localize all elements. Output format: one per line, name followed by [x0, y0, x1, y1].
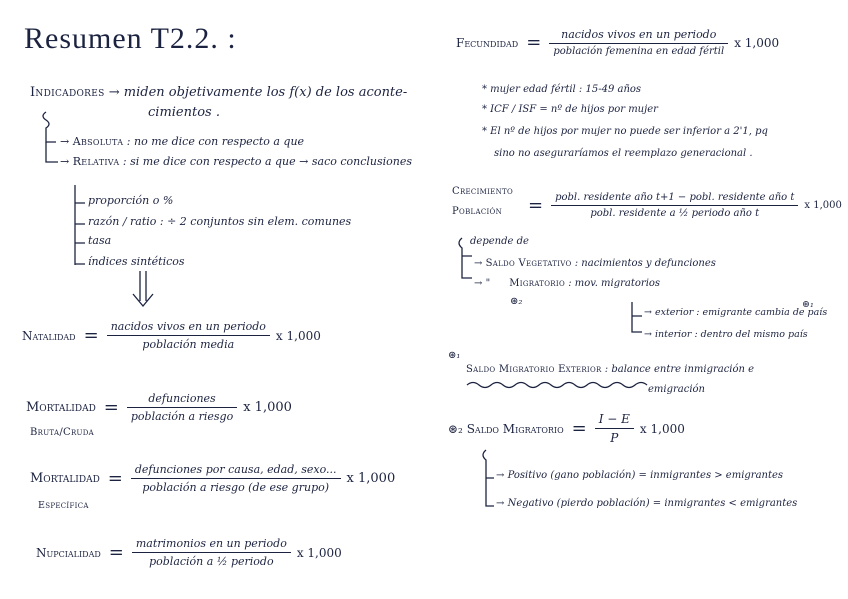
depende-de: depende de — [470, 236, 529, 247]
saldo-exterior-line — [466, 364, 754, 376]
absoluta-line — [60, 136, 304, 149]
saldo-migratorio-line — [474, 278, 660, 290]
negativo-line — [496, 498, 797, 510]
crecimiento-numerator: pobl. residente año t+1 − pobl. residente año t — [555, 192, 795, 203]
absoluta-text: : no me dice con respecto a que — [126, 135, 305, 148]
natalidad-formula: Natalidad = $\frac{\text{nacidos vivos en un periodo}}{\text{población media}}$ x 1,000 — [22, 320, 321, 351]
saldo-vegetativo-text: : nacimientos y defunciones — [574, 258, 716, 269]
note-hijos: * El nº de hijos por mujer no puede ser inferior a 2'1, pq — [482, 126, 768, 137]
mortalidad-especifica-denominator: población a riesgo (de ese grupo) — [142, 481, 330, 494]
mortalidad-especifica-label: Mortalidad — [30, 471, 100, 486]
brace-indicadores — [43, 112, 56, 142]
interior-text: interior : dentro del mismo país — [655, 329, 808, 340]
note-mujer-fertil: * mujer edad fértil : 15-49 años — [482, 84, 642, 95]
mortalidad-bruta-denominator: población a riesgo — [130, 410, 234, 423]
indicadores-line — [30, 86, 407, 101]
nupcialidad-label: Nupcialidad — [36, 545, 101, 560]
relativa-line — [60, 156, 412, 169]
negativo-text: Negativo (pierdo población) = inmigrantes < emigrantes — [507, 498, 798, 509]
crecimiento-label-1: Crecimiento — [452, 186, 514, 197]
saldo-numerator: I − E — [598, 412, 630, 426]
mortalidad-bruta-label: Mortalidad — [26, 400, 96, 415]
saldo-vegetativo-label: Saldo Vegetativo — [485, 258, 572, 269]
absoluta-label: Absoluta — [72, 135, 124, 148]
saldo-exterior-text: : balance entre inmigración e — [604, 364, 755, 375]
positivo-text: Positivo (gano población) = inmigrantes > emigrantes — [507, 470, 784, 481]
natalidad-label: Natalidad — [22, 328, 76, 343]
natalidad-numerator: nacidos vivos en un periodo — [110, 320, 266, 333]
note-marker-2: ⊛₂ — [448, 421, 463, 436]
fecundidad-label: Fecundidad — [456, 35, 519, 50]
ditto-mark: " — [485, 278, 491, 289]
note-reemplazo: sino no aseguraríamos el reemplazo generacional . — [494, 148, 753, 159]
natalidad-denominator: población media — [142, 338, 235, 351]
mortalidad-bruta-numerator: defunciones — [148, 392, 216, 405]
mortalidad-bruta-formula: Mortalidad = $\frac{\text{defunciones}}{\text{población a riesgo}}$ x 1,000 — [26, 392, 292, 423]
saldo-migratorio-text: : mov. migratorios — [568, 278, 661, 289]
note-icf: * ICF / ISF = nº de hijos por mujer — [482, 104, 658, 115]
subitem-razon: razón / ratio : ÷ 2 conjuntos sin elem. comunes — [88, 215, 352, 228]
note-marker-1: ⊛₁ — [802, 299, 814, 310]
relativa-label: Relativa — [72, 155, 120, 168]
positivo-line — [496, 470, 783, 482]
double-down-arrow — [133, 271, 153, 306]
nupcialidad-numerator: matrimonios en un periodo — [135, 537, 287, 550]
note-marker-2: ⊛₂ — [510, 296, 523, 307]
crecimiento-denominator: pobl. residente a ½ periodo año t — [590, 208, 760, 219]
mortalidad-especifica-sub: Específica — [38, 500, 89, 511]
arrow-icon: → — [644, 329, 652, 340]
tree-subitems — [75, 185, 85, 265]
indicadores-label: Indicadores — [30, 85, 105, 100]
subitem-tasa: tasa — [88, 234, 112, 247]
natalidad-multiplier: x 1,000 — [275, 328, 321, 343]
arrow-icon: → — [474, 258, 483, 269]
nupcialidad-denominator: población a ½ periodo — [149, 555, 274, 568]
crecimiento-formula: = $\frac{\text{pobl. residente año t+1 − pobl. residente año t}}{\text{pobl. residente a ½ periodo año t}}$ x 1,000 — [528, 192, 842, 219]
relativa-text: : si me dice con respecto a que → saco conclusiones — [122, 155, 412, 168]
page-title: Resumen T2.2. : — [24, 22, 237, 55]
exterior-line — [644, 308, 827, 319]
nupcialidad-multiplier: x 1,000 — [296, 545, 342, 560]
saldo-migratorio-formula-name: Saldo Migratorio — [466, 421, 564, 436]
tree-migratorio — [632, 302, 642, 332]
interior-line — [644, 330, 808, 341]
saldo-migratorio-label: Migratorio — [509, 278, 565, 289]
mortalidad-especifica-formula: Mortalidad = $\frac{\text{defunciones por causa, edad, sexo...}}{\text{población a riesgo (de ese grupo)}}$ x 1,000 — [30, 463, 396, 494]
indicadores-text-cont: cimientos . — [148, 105, 220, 120]
fecundidad-formula: Fecundidad = $\frac{\text{nacidos vivos en un periodo}}{\text{población femenina en edad fértil}}$ x 1,000 — [456, 28, 780, 57]
tree-relativa — [46, 142, 58, 162]
tree-saldo — [483, 450, 494, 506]
mortalidad-bruta-sub: Bruta/Cruda — [30, 427, 95, 438]
saldo-denominator: P — [610, 431, 619, 445]
saldo-vegetativo-line — [474, 258, 716, 270]
arrow-icon: → — [60, 155, 70, 168]
mortalidad-especifica-multiplier: x 1,000 — [346, 471, 396, 486]
arrow-icon: → — [644, 307, 652, 318]
fecundidad-numerator: nacidos vivos en un periodo — [561, 28, 717, 41]
saldo-migratorio-formula-label — [448, 422, 564, 436]
mortalidad-especifica-numerator: defunciones por causa, edad, sexo... — [134, 463, 337, 476]
saldo-exterior-text-cont: emigración — [648, 384, 706, 395]
crecimiento-multiplier: x 1,000 — [804, 200, 842, 211]
arrow-icon: → — [496, 470, 505, 481]
fecundidad-multiplier: x 1,000 — [734, 35, 780, 50]
fecundidad-denominator: población femenina en edad fértil — [553, 46, 725, 57]
arrow-icon: → — [108, 85, 120, 100]
arrow-icon: → — [60, 135, 70, 148]
wavy-underline — [467, 383, 647, 388]
exterior-text: exterior : emigrante cambia de país — [655, 307, 828, 318]
arrow-icon: → — [496, 498, 505, 509]
saldo-exterior-label: Saldo Migratorio Exterior — [466, 364, 602, 375]
arrow-icon: → — [474, 278, 483, 289]
subitem-indices: índices sintéticos — [88, 255, 185, 268]
subitem-proporcion: proporción o % — [88, 194, 174, 207]
saldo-multiplier: x 1,000 — [639, 421, 685, 436]
mortalidad-bruta-multiplier: x 1,000 — [243, 400, 292, 415]
crecimiento-label-2: Población — [452, 206, 502, 217]
saldo-migratorio-formula: ⊛₂ Saldo Migratorio = $\frac{I - E}{P}$ x 1,000 — [448, 412, 685, 445]
indicadores-text: miden objetivamente los f(x) de los aconte- — [123, 85, 408, 100]
saldo-exterior-note: ⊛₁ — [448, 350, 461, 361]
nupcialidad-formula: Nupcialidad = $\frac{\text{matrimonios en un periodo}}{\text{población a ½ periodo}}$ x 1,000 — [36, 537, 342, 568]
